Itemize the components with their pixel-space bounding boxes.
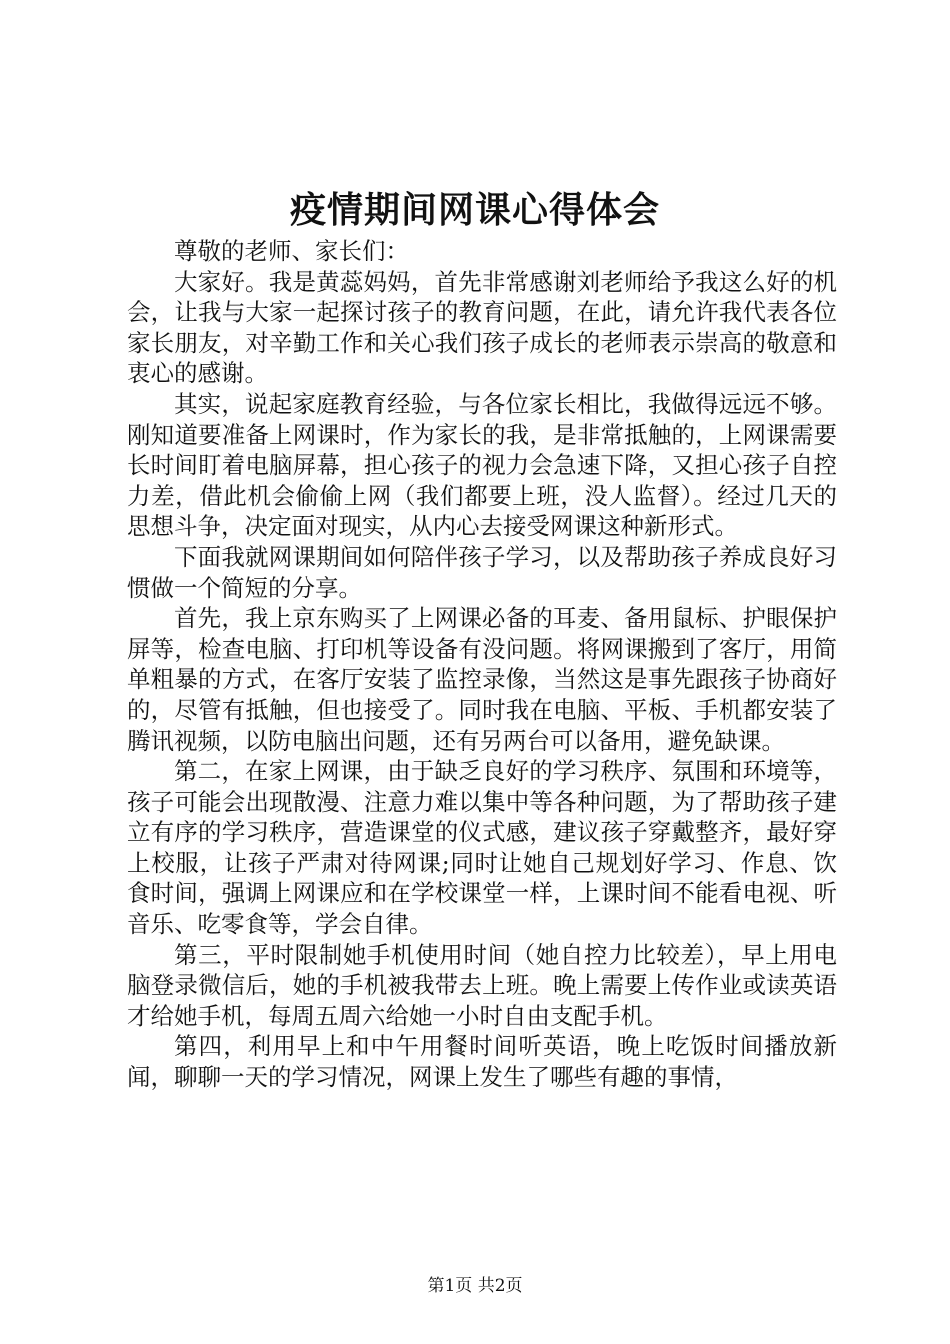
paragraph-5: 第二，在家上网课，由于缺乏良好的学习秩序、氛围和环境等，孩子可能会出现散漫、注意力难以集中等各种问题，为了帮助孩子建立有序的学习秩序，营造课堂的仪式感，建议孩子穿戴整齐，最好穿上校服，让孩子严肃对待网课;同时让她自己规划好学习、作息、饮食时间，强调上网课应和在学校课堂一样，上课时间不能看电视、听音乐、吃零食等，学会自律。 xyxy=(127,757,837,939)
paragraph-6: 第三，平时限制她手机使用时间（她自控力比较差），早上用电脑登录微信后，她的手机被我带去上班。晚上需要上传作业或读英语才给她手机，每周五周六给她一小时自由支配手机。 xyxy=(127,940,837,1030)
document-body xyxy=(127,236,837,1093)
paragraph-3: 下面我就网课期间如何陪伴孩子学习，以及帮助孩子养成良好习惯做一个简短的分享。 xyxy=(127,542,837,602)
paragraph-1: 大家好。我是黄蕊妈妈，首先非常感谢刘老师给予我这么好的机会，让我与大家一起探讨孩子的教育问题，在此，请允许我代表各位家长朋友，对辛勤工作和关心我们孩子成长的老师表示崇高的敬意和衷心的感谢。 xyxy=(127,267,837,388)
page-number-footer: 第1页 共2页 xyxy=(427,1276,523,1296)
paragraph-4: 首先，我上京东购买了上网课必备的耳麦、备用鼠标、护眼保护屏等，检查电脑、打印机等设备有没问题。将网课搬到了客厅，用简单粗暴的方式，在客厅安装了监控录像，当然这是事先跟孩子协商好的，尽管有抵触，但也接受了。同时我在电脑、平板、手机都安装了腾讯视频，以防电脑出问题，还有另两台可以备用，避免缺课。 xyxy=(127,604,837,755)
paragraph-2: 其实，说起家庭教育经验，与各位家长相比，我做得远远不够。刚知道要准备上网课时，作为家长的我，是非常抵触的，上网课需要长时间盯着电脑屏幕，担心孩子的视力会急速下降，又担心孩子自控力差，借此机会偷偷上网（我们都要上班，没人监督）。经过几天的思想斗争，决定面对现实，从内心去接受网课这种新形式。 xyxy=(127,389,837,541)
page-title: 疫情期间网课心得体会 xyxy=(289,189,660,231)
greeting-line: 尊敬的老师、家长们： xyxy=(174,237,409,265)
paragraph-7: 第四，利用早上和中午用餐时间听英语，晚上吃饭时间播放新闻，聊聊一天的学习情况，网课上发生了哪些有趣的事情， xyxy=(127,1032,837,1092)
